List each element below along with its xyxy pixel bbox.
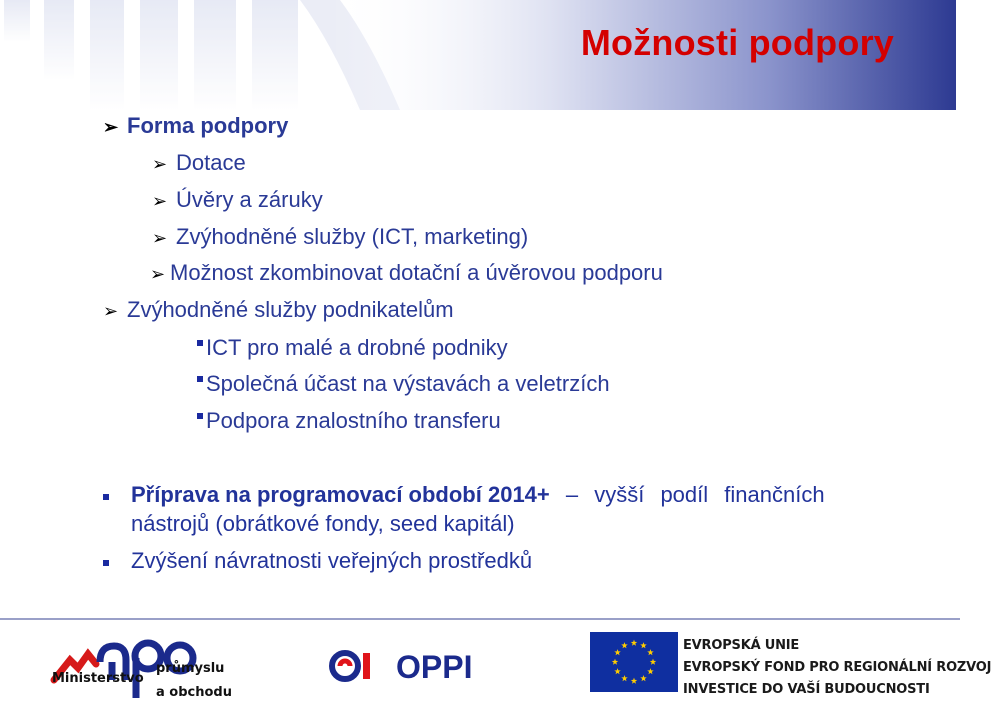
lower-bullet-1-line1: [131, 482, 825, 508]
eu-text-2: EVROPSKÝ FOND PRO REGIONÁLNÍ ROZVOJ: [683, 660, 991, 675]
bullet-dotace: [152, 150, 246, 176]
square-bullet-icon: [197, 413, 203, 419]
square-bullet-icon: [197, 340, 203, 346]
bullet-text: Společná účast na výstavách a veletrzích: [206, 371, 610, 396]
mpo-line-3: a obchodu: [156, 685, 232, 700]
arrow-bullet-icon: ➢: [103, 117, 119, 137]
square-bullet-icon: [103, 560, 109, 566]
arrow-bullet-icon: ➢: [150, 264, 166, 284]
mpo-logo: [48, 632, 232, 700]
eu-text-1: EVROPSKÁ UNIE: [683, 638, 800, 653]
footer: [0, 620, 991, 701]
square-bullet-icon: [103, 494, 109, 500]
oppi-text: OPPI: [396, 649, 473, 685]
eu-text-3: INVESTICE DO VAŠÍ BUDOUCNOSTI: [683, 682, 930, 697]
square-bullet-icon: [197, 376, 203, 382]
bullet-text: Možnost zkombinovat dotační a úvěrovou podporu: [170, 260, 663, 285]
page-title: Možnosti podpory: [580, 22, 894, 63]
bullet-text: Úvěry a záruky: [176, 187, 323, 212]
bullet-text: Dotace: [176, 150, 246, 175]
mpo-line-1: Ministerstvo: [52, 671, 144, 686]
bullet-moznost: [150, 260, 663, 286]
lower-bullet-2-text: Zvýšení návratnosti veřejných prostředků: [131, 548, 533, 573]
bullet-zvyhodnene-sluzby: [103, 297, 454, 323]
bullet-sluzby-ict: [152, 224, 528, 250]
oppi-logo: [330, 648, 490, 684]
bullet-ucast: [197, 371, 610, 397]
arrow-bullet-icon: ➢: [103, 301, 119, 321]
bullet-transfer: [197, 408, 501, 434]
eu-flag-icon: [590, 632, 678, 692]
bullet-text: Forma podpory: [127, 113, 289, 138]
bullet-forma-podpory: [103, 113, 288, 139]
mpo-line-2: průmyslu: [156, 661, 225, 676]
bullet-text: ICT pro malé a drobné podniky: [206, 335, 508, 360]
bullet-text: Zvýhodněné služby (ICT, marketing): [176, 224, 529, 249]
arrow-bullet-icon: ➢: [152, 191, 168, 211]
lower-bullet-1-bold: Příprava na programovací období 2014+: [131, 482, 550, 507]
bullet-text: Podpora znalostního transferu: [206, 408, 501, 433]
lower-bullet-1-rest: – vyšší podíl finančních: [549, 482, 825, 507]
bullet-ict: [197, 335, 508, 361]
bullet-text: Zvýhodněné služby podnikatelům: [127, 297, 454, 322]
bullet-uvery: [152, 187, 323, 213]
lower-bullet-1-line2: nástrojů (obrátkové fondy, seed kapitál): [131, 511, 515, 536]
arrow-bullet-icon: ➢: [152, 154, 168, 174]
arrow-bullet-icon: ➢: [152, 228, 168, 248]
